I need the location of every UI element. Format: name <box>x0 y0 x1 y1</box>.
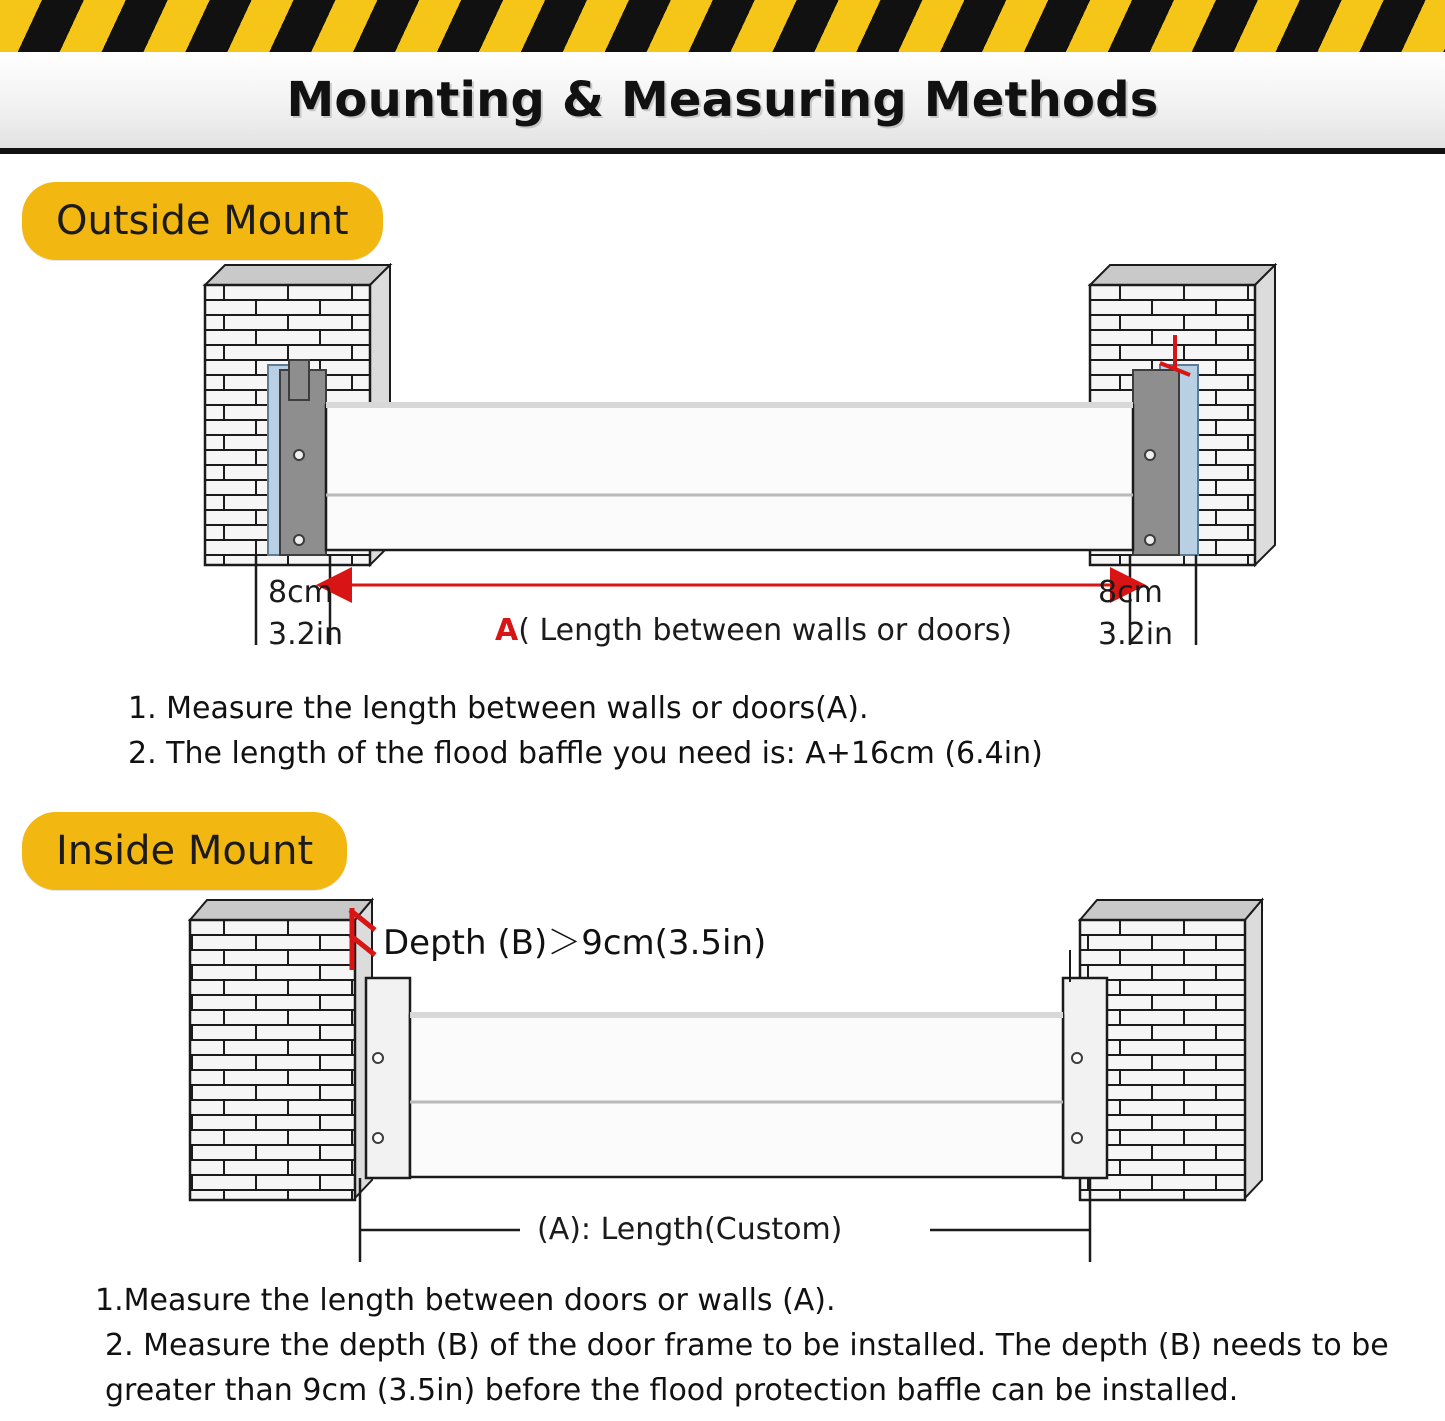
page-header <box>0 52 1445 154</box>
right-overhang-cm: 8cm <box>1098 575 1163 610</box>
flood-baffle-panel-inside <box>410 1015 1063 1177</box>
span-label-letter: A <box>495 613 519 648</box>
outside-mount-instructions <box>0 686 1445 776</box>
section-badge-outside-mount <box>22 182 383 260</box>
inside-span-label: (A): Length(Custom) <box>537 1212 843 1247</box>
page-title: Mounting & Measuring Methods <box>286 72 1159 128</box>
section-badge-outside-label: Outside Mount <box>56 198 349 244</box>
left-bracket-inside <box>366 978 410 1178</box>
hazard-stripe-banner <box>0 0 1445 55</box>
outside-instruction-1: 1. Measure the length between walls or doors(A). <box>128 691 869 726</box>
section-badge-inside-label: Inside Mount <box>56 828 314 874</box>
outside-instruction-2: 2. The length of the flood baffle you need is: A+16cm (6.4in) <box>128 736 1043 771</box>
inside-mount-instructions <box>0 1278 1445 1413</box>
depth-requirement-note: Depth (B)＞9cm(3.5in) <box>383 923 767 963</box>
inside-instruction-1: 1.Measure the length between doors or walls (A). <box>95 1283 836 1318</box>
left-wall-pillar-inside <box>190 900 372 1200</box>
section-badge-inside-mount <box>22 812 347 890</box>
right-bracket <box>1133 370 1179 555</box>
outside-mount-diagram <box>0 255 1445 675</box>
left-overhang-cm: 8cm <box>268 575 333 610</box>
inside-mount-diagram <box>0 890 1445 1280</box>
span-label <box>495 613 1012 648</box>
right-overhang-in: 3.2in <box>1098 617 1174 652</box>
flood-baffle-panel <box>326 405 1133 550</box>
inside-instruction-2: 2. Measure the depth (B) of the door frame to be installed. The depth (B) needs to be greater than 9cm (3.5in) before the flood protection baffle can be installed. <box>105 1328 1389 1408</box>
right-bracket-inside <box>1063 978 1107 1178</box>
span-label-text: ( Length between walls or doors) <box>518 613 1013 648</box>
left-overhang-in: 3.2in <box>268 617 344 652</box>
